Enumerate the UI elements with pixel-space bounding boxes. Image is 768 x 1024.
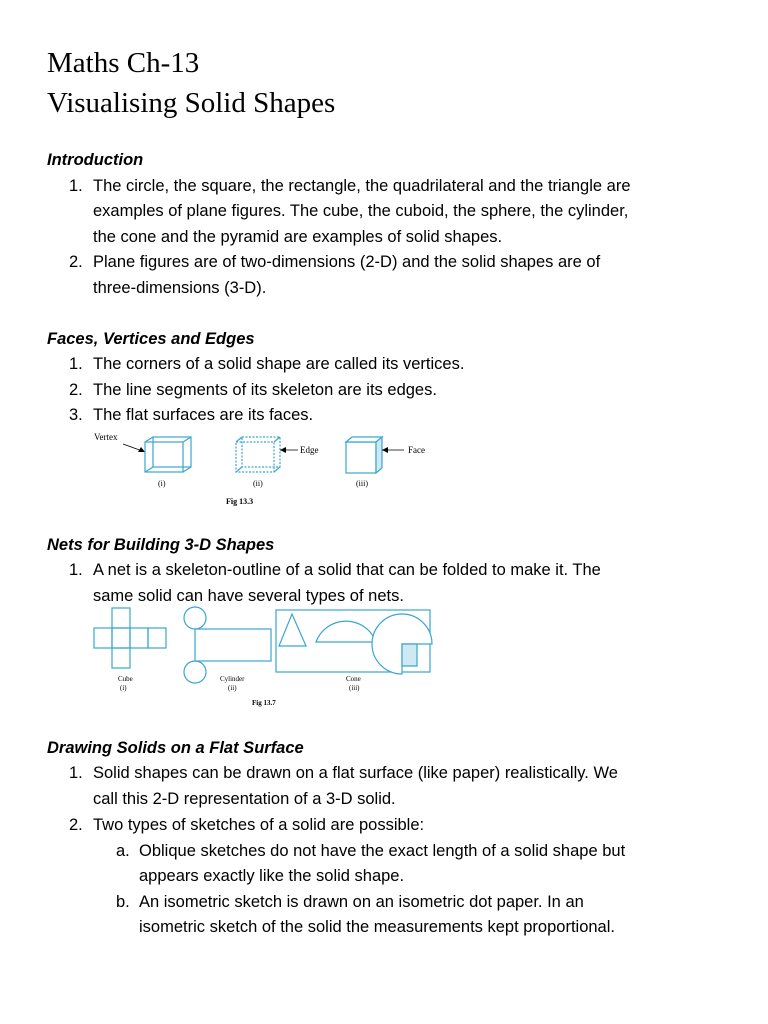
sublist-letter: b.	[116, 893, 130, 911]
sublist-item-line: isometric sketch of the solid the measurements kept proportional.	[139, 918, 615, 936]
figure-caption: Fig 13.7	[252, 699, 276, 707]
list-item-line: Solid shapes can be drawn on a flat surface (like paper) realistically. We	[93, 764, 618, 782]
cube-edges	[236, 437, 280, 472]
sublist-item-line: Oblique sketches do not have the exact length of a solid shape but	[139, 842, 626, 860]
cylinder-label: Cylinder	[220, 675, 245, 683]
list-number: 1.	[69, 561, 83, 579]
figure-caption-ii: (ii)	[253, 479, 263, 488]
list-number: 1.	[69, 355, 83, 373]
list-item-line: three-dimensions (3-D).	[93, 279, 267, 297]
list-item-line: Two types of sketches of a solid are possible:	[93, 816, 425, 834]
face-arrowhead	[382, 447, 388, 453]
heading-introduction: Introduction	[47, 151, 144, 169]
list-item-line: The line segments of its skeleton are its edges.	[93, 381, 437, 399]
list-number: 1.	[69, 764, 83, 782]
face-label: Face	[408, 445, 425, 455]
list-item-line: call this 2-D representation of a 3-D solid.	[93, 790, 396, 808]
sublist-item-line: appears exactly like the solid shape.	[139, 867, 405, 885]
figure-caption-i: (i)	[158, 479, 166, 488]
cone-number: (iii)	[349, 684, 360, 692]
list-number: 1.	[69, 177, 83, 195]
list-item-line: same solid can have several types of nets.	[93, 587, 404, 605]
edge-label: Edge	[300, 445, 319, 455]
figure-caption-iii: (iii)	[356, 479, 368, 488]
edge-arrowhead	[280, 447, 286, 453]
vertex-label: Vertex	[94, 432, 118, 442]
title-line-2: Visualising Solid Shapes	[47, 87, 336, 119]
heading-drawing-solids: Drawing Solids on a Flat Surface	[47, 739, 304, 757]
list-item-line: Plane figures are of two-dimensions (2-D) and the solid shapes are of	[93, 253, 601, 271]
sublist-letter: a.	[116, 842, 130, 860]
heading-faces-vertices-edges: Faces, Vertices and Edges	[47, 330, 255, 348]
figure-nets	[92, 606, 437, 710]
cone-nets	[276, 610, 432, 674]
cone-label: Cone	[346, 675, 361, 683]
list-number: 2.	[69, 253, 83, 271]
list-item-line: examples of plane figures. The cube, the cuboid, the sphere, the cylinder,	[93, 202, 629, 220]
cube-net	[94, 608, 166, 668]
list-item-line: the cone and the pyramid are examples of solid shapes.	[93, 228, 503, 246]
cylinder-number: (ii)	[228, 684, 237, 692]
figure-caption: Fig 13.3	[226, 497, 254, 506]
figure-faces-vertices-edges	[90, 428, 430, 510]
list-number: 2.	[69, 381, 83, 399]
sublist-item-line: An isometric sketch is drawn on an isometric dot paper. In an	[139, 893, 584, 911]
list-number: 2.	[69, 816, 83, 834]
list-item-line: The corners of a solid shape are called its vertices.	[93, 355, 465, 373]
cube-skeleton	[145, 437, 191, 472]
list-item-line: The circle, the square, the rectangle, the quadrilateral and the triangle are	[93, 177, 631, 195]
list-item-line: A net is a skeleton-outline of a solid that can be folded to make it. The	[93, 561, 601, 579]
cube-faces	[346, 437, 382, 473]
cube-number: (i)	[120, 684, 127, 692]
cylinder-net	[184, 607, 271, 683]
cube-label: Cube	[118, 675, 133, 683]
list-number: 3.	[69, 406, 83, 424]
heading-nets: Nets for Building 3-D Shapes	[47, 536, 275, 554]
title-line-1: Maths Ch-13	[47, 47, 200, 79]
list-item-line: The flat surfaces are its faces.	[93, 406, 314, 424]
